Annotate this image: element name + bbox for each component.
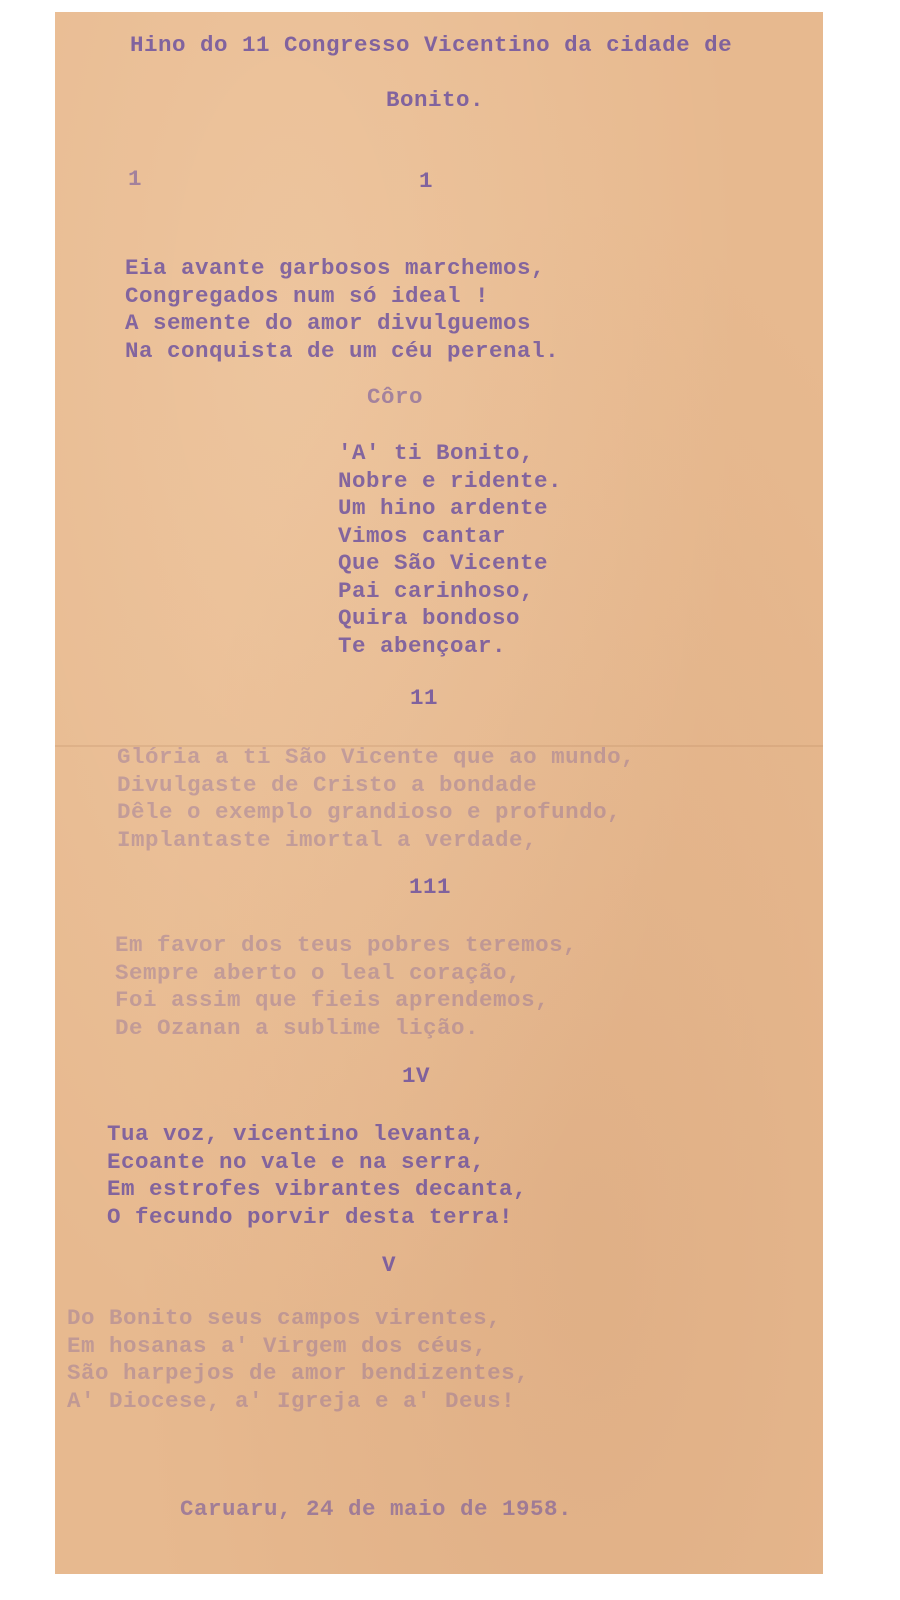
chorus-line: Te abençoar. — [338, 632, 507, 659]
stanza-3-number: 111 — [409, 874, 452, 900]
stanza-2-number: 11 — [410, 685, 439, 711]
chorus-line: Pai carinhoso, — [338, 577, 535, 604]
stanza-4-number: 1V — [402, 1063, 431, 1089]
stanza-2-line: Divulgaste de Cristo a bondade — [117, 771, 538, 798]
stanza-5-line: São harpejos de amor bendizentes, — [67, 1360, 530, 1386]
title-line-2: Bonito. — [386, 87, 485, 113]
chorus-line: 'A' ti Bonito, — [338, 440, 535, 466]
stanza-2-line: Implantaste imortal a verdade, — [117, 826, 538, 853]
stanza-4-line: O fecundo porvir desta terra! — [107, 1203, 514, 1230]
stanza-5-line: Em hosanas a' Virgem dos céus, — [67, 1332, 488, 1359]
chorus-line: Um hino ardente — [338, 495, 549, 521]
stanza-1-line: A semente do amor divulguemos — [125, 310, 532, 336]
stanza-3 — [115, 932, 577, 1042]
stanza-5 — [67, 1305, 529, 1415]
stanza-5-number: V — [382, 1252, 397, 1278]
stanza-4-line: Em estrofes vibrantes decanta, — [107, 1176, 528, 1202]
stanza-1-line: Congregados num só ideal ! — [125, 282, 490, 309]
chorus-line: Que São Vicente — [338, 550, 549, 576]
chorus-line: Nobre e ridente. — [338, 467, 563, 494]
stanza-3-line: Sempre aberto o leal coração, — [115, 959, 522, 986]
chorus-line: Quira bondoso — [338, 605, 521, 631]
stanza-5-line: Do Bonito seus campos virentes, — [67, 1305, 502, 1331]
stanza-1 — [125, 255, 559, 365]
typewritten-sheet — [55, 12, 823, 1574]
chorus-label: Côro — [367, 384, 424, 410]
stanza-2 — [117, 744, 635, 854]
left-number: 1 — [128, 166, 143, 192]
stanza-5-line: A' Diocese, a' Igreja e a' Deus! — [67, 1387, 516, 1414]
stanza-3-line: Foi assim que fieis aprendemos, — [115, 987, 550, 1013]
stanza-3-line: Em favor dos teus pobres teremos, — [115, 932, 578, 958]
stanza-4-line: Ecoante no vale e na serra, — [107, 1148, 486, 1175]
stanza-3-line: De Ozanan a sublime lição. — [115, 1014, 480, 1041]
footer-place-date: Caruaru, 24 de maio de 1958. — [180, 1496, 573, 1522]
stanza-4 — [107, 1121, 527, 1231]
stanza-1-number: 1 — [419, 168, 434, 194]
stanza-1-line: Na conquista de um céu perenal. — [125, 337, 560, 364]
stanza-4-line: Tua voz, vicentino levanta, — [107, 1121, 486, 1147]
stanza-1-line: Eia avante garbosos marchemos, — [125, 255, 546, 281]
stanza-2-line: Glória a ti São Vicente que ao mundo, — [117, 744, 636, 770]
chorus-line: Vimos cantar — [338, 522, 507, 549]
chorus — [338, 440, 562, 660]
stanza-2-line: Dêle o exemplo grandioso e profundo, — [117, 799, 622, 825]
title-line-1: Hino do 11 Congresso Vicentino da cidade de — [130, 32, 733, 58]
